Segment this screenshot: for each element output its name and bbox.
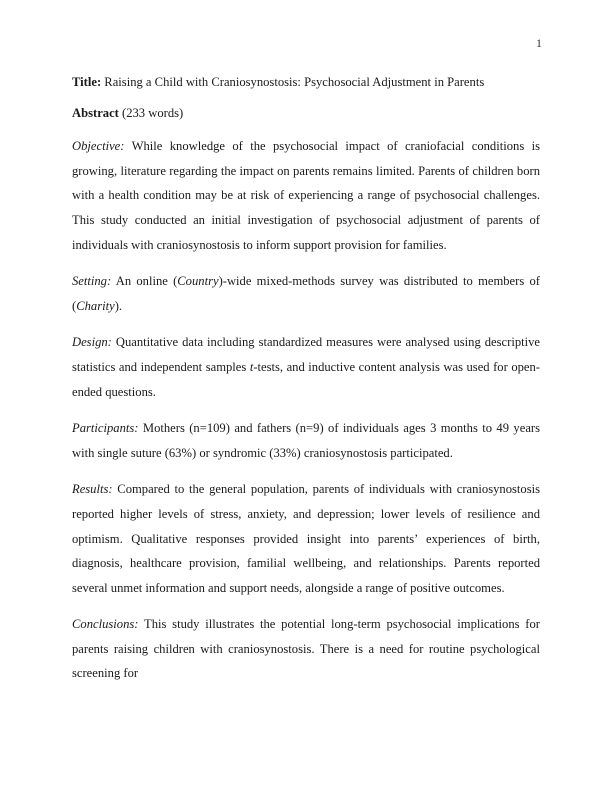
results-paragraph bbox=[72, 477, 540, 600]
title-text: Raising a Child with Craniosynostosis: Psychosocial Adjustment in Parents bbox=[101, 75, 485, 89]
design-label: Design: bbox=[72, 335, 112, 350]
setting-text-2: )-wide mixed-methods survey was distributed to members of ( bbox=[72, 274, 540, 313]
abstract-body bbox=[72, 70, 540, 698]
design-text-2: -tests, and inductive content analysis was used for open-ended questions. bbox=[72, 359, 541, 399]
setting-text-1: An online ( bbox=[111, 274, 178, 289]
objective-text: While knowledge of the psychosocial impact of craniofacial conditions is growing, literature regarding the impact on parents remains limited. Parents of children born with a health condition may be at risk of experiencing a range of psychosocial challenges. This study conducted an initial investigation of psychosocial adjustment of parents of individuals with craniosynostosis to inform support provision for families. bbox=[72, 139, 540, 252]
page-number: 1 bbox=[536, 36, 542, 50]
objective-label: Objective: bbox=[72, 139, 125, 154]
setting-paragraph bbox=[72, 269, 540, 318]
conclusions-label: Conclusions: bbox=[72, 617, 139, 632]
design-t: t bbox=[249, 359, 254, 374]
setting-charity: Charity bbox=[76, 298, 115, 313]
participants-paragraph bbox=[72, 416, 540, 465]
abstract-label: Abstract bbox=[72, 105, 119, 120]
title-paragraph bbox=[72, 70, 540, 95]
setting-label: Setting: bbox=[72, 274, 112, 289]
results-text: Compared to the general population, parents of individuals with craniosynostosis reported higher levels of stress, anxiety, and depression; lower levels of resilience and optimism. Qualitative responses provided insight into parents’ experiences of birth, diagnosis, healthcare provision, familial wellbeing, and relationships. Parents reported several unmet information and support needs, alongside a range of positive outcomes. bbox=[72, 482, 540, 595]
conclusions-text: This study illustrates the potential long-term psychosocial implications for parents raising children with craniosynostosis. There is a need for routine psychological screening for bbox=[72, 617, 540, 681]
abstract-word-count: (233 words) bbox=[118, 105, 184, 120]
title-label: Title: bbox=[72, 75, 102, 89]
participants-label: Participants: bbox=[72, 421, 139, 436]
results-label: Results: bbox=[72, 482, 113, 497]
objective-paragraph bbox=[72, 134, 540, 257]
design-paragraph bbox=[72, 330, 540, 404]
setting-text-3: ). bbox=[114, 298, 123, 313]
setting-country: Country bbox=[177, 274, 219, 289]
participants-text: Mothers (n=109) and fathers (n=9) of individuals ages 3 months to 49 years with single suture (63%) or syndromic (33%) craniosynostosis participated. bbox=[72, 421, 540, 460]
design-text-1: Quantitative data including standardized measures were analysed using descriptive statistics and independent samples bbox=[72, 335, 540, 374]
conclusions-paragraph bbox=[72, 612, 540, 686]
abstract-heading bbox=[72, 101, 540, 126]
